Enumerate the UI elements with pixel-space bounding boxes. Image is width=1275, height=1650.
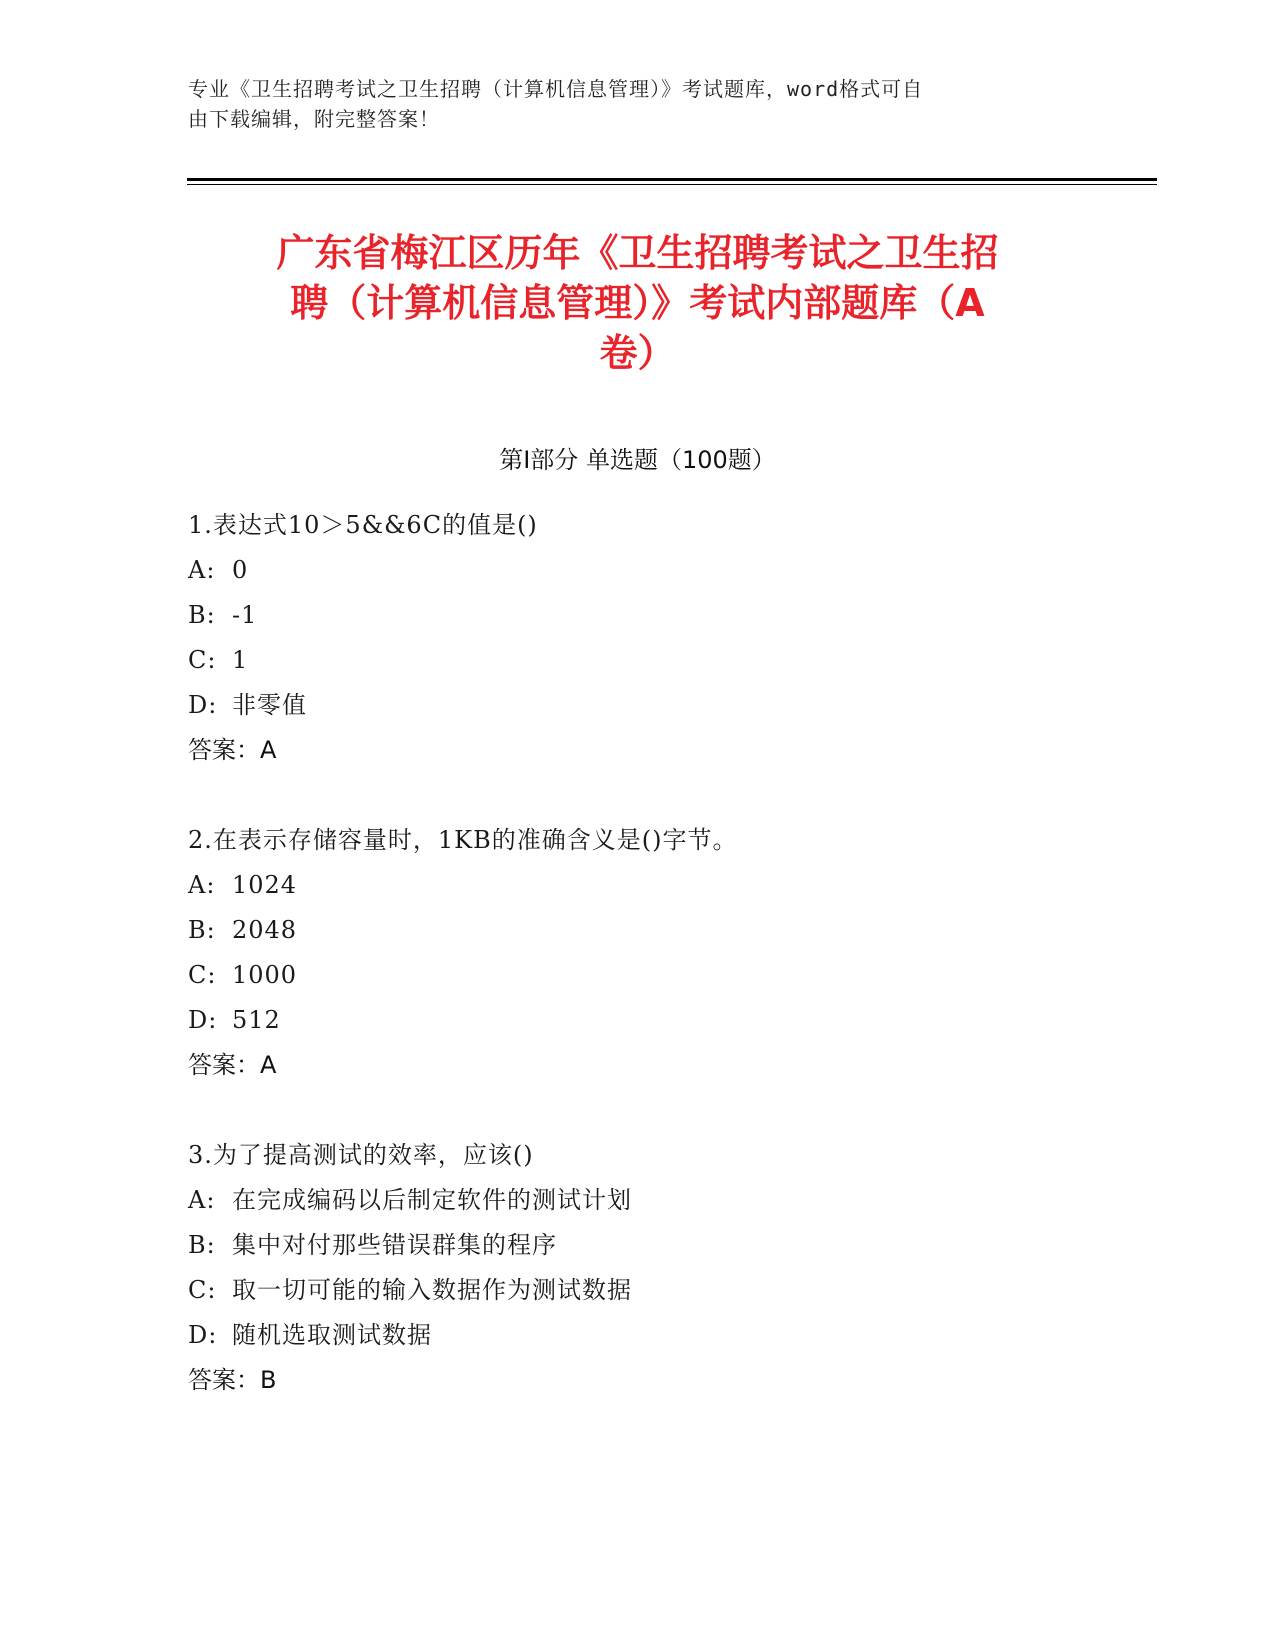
option-d — [188, 998, 1088, 1043]
option-letter: A: — [188, 871, 216, 899]
option-text: 2048 — [232, 916, 298, 944]
option-letter: A: — [188, 556, 216, 584]
header-divider-thin — [187, 184, 1157, 185]
option-letter: B: — [188, 601, 216, 629]
option-text: 取一切可能的输入数据作为测试数据 — [232, 1276, 632, 1304]
header-note-line-2: 由下载编辑，附完整答案！ — [188, 107, 440, 131]
header-divider-thick — [187, 178, 1157, 181]
option-c — [188, 953, 1088, 998]
option-d — [188, 683, 1088, 728]
option-a — [188, 548, 1088, 593]
option-letter: D: — [188, 691, 218, 719]
question-2 — [188, 818, 1088, 1088]
option-d — [188, 1313, 1088, 1358]
question-stem: 1.表达式10＞5&&6C的值是() — [188, 511, 538, 539]
option-letter: D: — [188, 1321, 218, 1349]
option-b — [188, 593, 1088, 638]
option-letter: D: — [188, 1006, 218, 1034]
option-text: -1 — [232, 601, 258, 629]
option-b — [188, 908, 1088, 953]
option-text: 1 — [232, 646, 249, 674]
document-title-line-3: 卷） — [599, 331, 676, 375]
document-title — [160, 228, 1115, 378]
option-text: 在完成编码以后制定软件的测试计划 — [232, 1186, 632, 1214]
option-text: 随机选取测试数据 — [232, 1321, 432, 1349]
answer: 答案：B — [188, 1366, 277, 1394]
question-stem: 3.为了提高测试的效率，应该() — [188, 1141, 534, 1169]
option-letter: C: — [188, 646, 217, 674]
document-title-line-2: 聘（计算机信息管理）》考试内部题库（A — [290, 281, 985, 325]
header-note-line-1: 专业《卫生招聘考试之卫生招聘（计算机信息管理）》考试题库，word格式可自 — [188, 77, 924, 101]
option-text: 非零值 — [232, 691, 307, 719]
option-text: 1000 — [232, 961, 298, 989]
section-heading: 第Ⅰ部分 单选题（100题） — [499, 446, 776, 474]
option-letter: B: — [188, 916, 216, 944]
question-stem: 2.在表示存储容量时，1KB的准确含义是()字节。 — [188, 826, 738, 854]
option-letter: B: — [188, 1231, 216, 1259]
option-a — [188, 863, 1088, 908]
option-b — [188, 1223, 1088, 1268]
option-text: 集中对付那些错误群集的程序 — [232, 1231, 557, 1259]
answer: 答案：A — [188, 736, 277, 764]
option-letter: A: — [188, 1186, 216, 1214]
option-letter: C: — [188, 961, 217, 989]
option-text: 1024 — [232, 871, 298, 899]
option-text: 0 — [232, 556, 249, 584]
question-3 — [188, 1133, 1088, 1403]
option-a — [188, 1178, 1088, 1223]
document-title-line-1: 广东省梅江区历年《卫生招聘考试之卫生招 — [276, 231, 999, 275]
answer: 答案：A — [188, 1051, 277, 1079]
option-text: 512 — [232, 1006, 281, 1034]
option-c — [188, 1268, 1088, 1313]
header-note — [188, 74, 1068, 134]
option-letter: C: — [188, 1276, 217, 1304]
option-c — [188, 638, 1088, 683]
question-1 — [188, 503, 1088, 773]
